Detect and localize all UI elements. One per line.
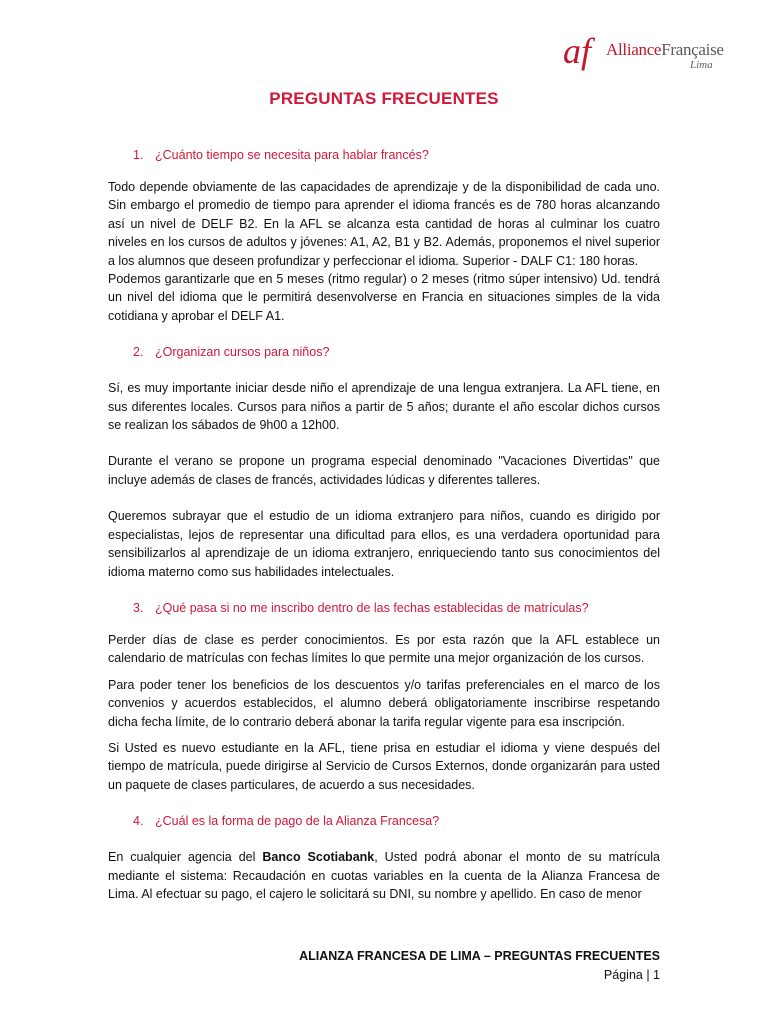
answer-paragraph bbox=[108, 848, 660, 903]
faq-content bbox=[108, 148, 660, 903]
question-text: ¿Organizan cursos para niños? bbox=[155, 345, 330, 360]
question-number: 4. bbox=[133, 814, 144, 829]
question-2 bbox=[108, 345, 660, 359]
af-logo-icon bbox=[562, 30, 604, 76]
answer-paragraph: Sí, es muy importante iniciar desde niño el aprendizaje de una lengua extranjera. La AFL tiene, en sus diferentes locales. Cursos para niños a partir de 5 años; durante el año escolar dichos cursos se realizan los sábados de 9h00 a 12h00. bbox=[108, 381, 660, 433]
answer-paragraph: Todo depende obviamente de las capacidades de aprendizaje y de la disponibilidad de cada uno. Sin embargo el promedio de tiempo para aprender el idioma francés es de 780 horas alcanzando así un nivel de DELF B2. En la AFL se alcanza esta cantidad de horas al culminar los cuatro niveles en los cursos de adultos y jóvenes: A1, A2, B1 y B2. Además, proponemos el nivel superior a los alumnos que deseen profundizar y perfeccionar el idioma. Superior - DALF C1: 180 horas. bbox=[108, 180, 660, 268]
question-3 bbox=[108, 601, 660, 615]
question-4 bbox=[108, 814, 660, 828]
answer-text: En cualquier agencia del bbox=[108, 850, 263, 865]
answer-paragraph: Podemos garantizarle que en 5 meses (ritmo regular) o 2 meses (ritmo súper intensivo) Ud. tendrá un nivel del idioma que le permitirá desenvolverse en Francia en situaciones simples de la vida cotidiana y aprobar el DELF A1. bbox=[108, 272, 660, 323]
page-number: Página | 1 bbox=[603, 968, 660, 982]
page-title: PREGUNTAS FRECUENTES bbox=[269, 89, 499, 108]
answer-paragraph: Perder días de clase es perder conocimientos. Es por esta razón que la AFL establece un calendario de matrículas con fechas límites lo que permite una mejor organización de los cursos. bbox=[108, 632, 660, 666]
logo-city: Lima bbox=[690, 59, 713, 71]
logo-francaise: Française bbox=[661, 40, 724, 59]
logo-alliance: Alliance bbox=[606, 40, 662, 59]
answer-text: , Usted podrá abonar el monto de su matrícula mediante el sistema: Recaudación en cuotas variables en la cuenta de la Alianza Francesa de Lima. Al efectuar su pago, el cajero le solicitará su DNI, su nombre y apellido. En caso de menor bbox=[108, 850, 660, 901]
answer-paragraph: Queremos subrayar que el estudio de un idioma extranjero para niños, cuando es dirigido por especialistas, lejos de representar una dificultad para ellos, es una verdadera oportunidad para sensibilizarlos al aprendizaje de un idioma extranjero, enriqueciendo tanto sus conocimientos del idioma materno como sus habilidades intelectuales. bbox=[108, 509, 660, 579]
alliance-francaise-logo bbox=[562, 30, 762, 76]
logo-wordmark bbox=[606, 40, 724, 60]
answer-paragraph: Si Usted es nuevo estudiante en la AFL, tiene prisa en estudiar el idioma y viene después del tiempo de matrícula, puede dirigirse al Servicio de Cursos Externos, donde organizarán para usted un paquete de clases particulares, de acuerdo a sus necesidades. bbox=[108, 740, 660, 792]
question-text: ¿Cuál es la forma de pago de la Alianza Francesa? bbox=[155, 814, 440, 829]
question-text: ¿Qué pasa si no me inscribo dentro de las fechas establecidas de matrículas? bbox=[155, 600, 589, 615]
answer-paragraph: Durante el verano se propone un programa especial denominado "Vacaciones Divertidas" que incluye además de clases de francés, actividades lúdicas y diferentes talleres. bbox=[108, 454, 660, 487]
bank-name: Banco Scotiabank bbox=[262, 850, 375, 865]
question-text: ¿Cuánto tiempo se necesita para hablar francés? bbox=[155, 148, 429, 162]
question-number: 1. bbox=[133, 148, 144, 162]
question-1 bbox=[108, 148, 660, 162]
question-number: 3. bbox=[133, 600, 144, 615]
svg-text:af: af bbox=[563, 31, 592, 71]
page-footer bbox=[108, 947, 660, 985]
question-number: 2. bbox=[133, 345, 144, 360]
answer-paragraph: Para poder tener los beneficios de los descuentos y/o tarifas preferenciales en el marco de los convenios y acuerdos establecidos, el alumno deberá obligatoriamente inscribirse respetando dicha fecha límite, de lo contrario deberá abonar la tarifa regular vigente para esa inscripción. bbox=[108, 677, 660, 729]
footer-title: ALIANZA FRANCESA DE LIMA – PREGUNTAS FRECUENTES bbox=[299, 949, 660, 963]
